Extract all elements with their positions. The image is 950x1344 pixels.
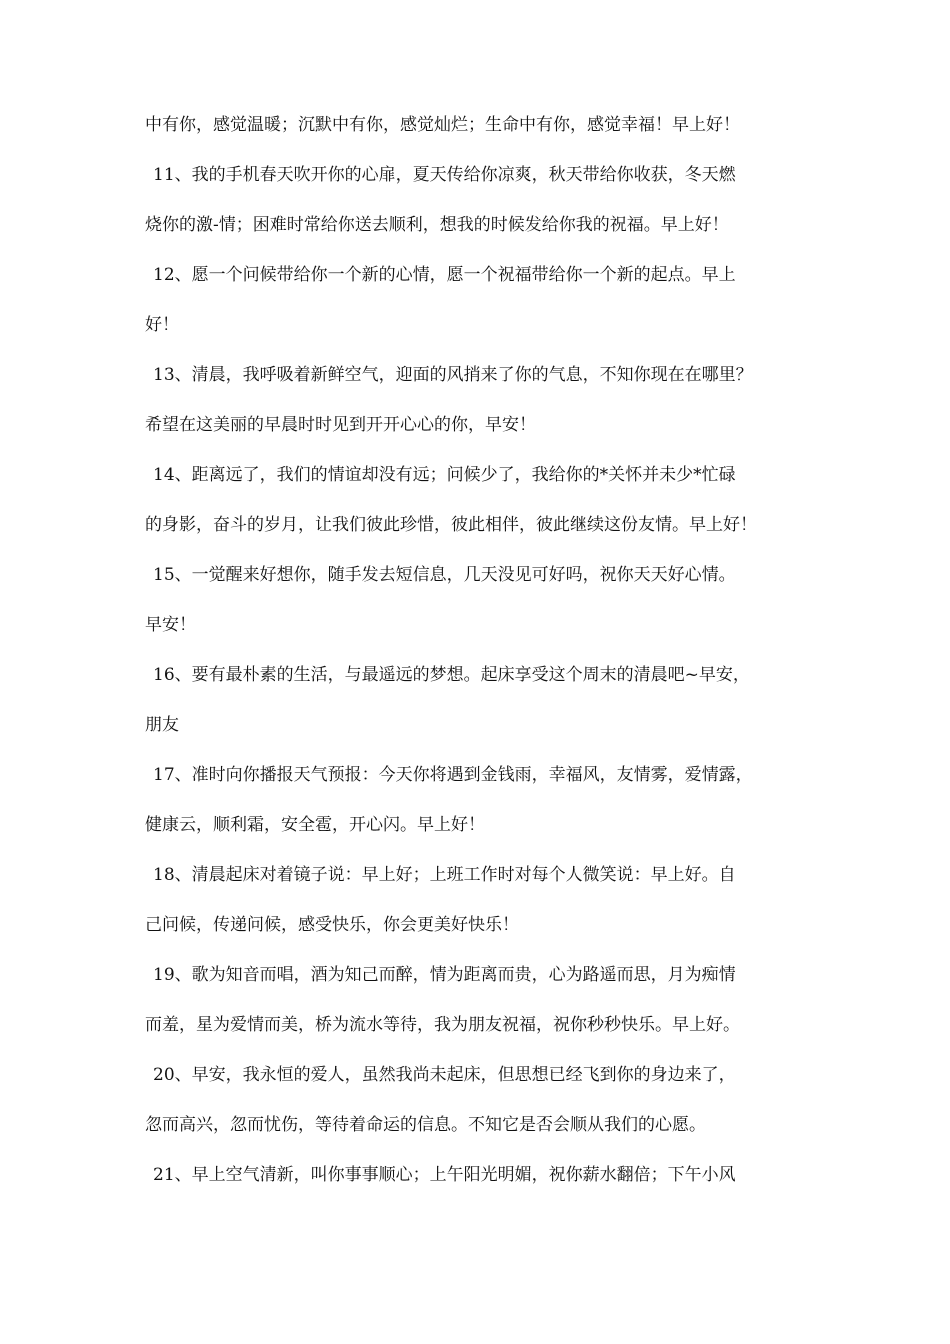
text-line: 18、清晨起床对着镜子说：早上好；上班工作时对每个人微笑说：早上好。自 [153, 865, 736, 885]
text-line: 希望在这美丽的早晨时时见到开开心心的你，早安！ [145, 415, 536, 435]
text-line: 13、清晨，我呼吸着新鲜空气，迎面的风捎来了你的气息，不知你现在在哪里？ [153, 365, 753, 385]
text-line: 的身影，奋斗的岁月，让我们彼此珍惜，彼此相伴，彼此继续这份友情。早上好！ [145, 515, 757, 535]
text-line: 21、早上空气清新，叫你事事顺心；上午阳光明媚，祝你薪水翻倍；下午小风 [153, 1165, 736, 1185]
text-line: 烧你的激-情；困难时常给你送去顺利，想我的时候发给你我的祝福。早上好！ [145, 215, 729, 235]
text-line: 忽而高兴，忽而忧伤，等待着命运的信息。不知它是否会顺从我们的心愿。 [145, 1115, 706, 1135]
text-line: 早安！ [145, 615, 196, 635]
text-line: 12、愿一个问候带给你一个新的心情，愿一个祝福带给你一个新的起点。早上 [153, 265, 736, 285]
text-line: 中有你，感觉温暖；沉默中有你，感觉灿烂；生命中有你，感觉幸福！早上好！ [145, 115, 740, 135]
text-line: 14、距离远了，我们的情谊却没有远；问候少了，我给你的*关怀并未少*忙碌 [153, 465, 736, 485]
document-body [145, 106, 810, 1206]
text-line: 19、歌为知音而唱，酒为知己而醉，情为距离而贵，心为路遥而思，月为痴情 [153, 965, 736, 985]
text-line: 15、一觉醒来好想你，随手发去短信息，几天没见可好吗，祝你天天好心情。 [153, 565, 736, 585]
text-line: 20、早安，我永恒的爱人，虽然我尚未起床，但思想已经飞到你的身边来了， [153, 1065, 736, 1085]
text-line: 11、我的手机春天吹开你的心扉，夏天传给你凉爽，秋天带给你收获，冬天燃 [153, 165, 736, 185]
text-line: 己问候，传递问候，感受快乐，你会更美好快乐！ [145, 915, 519, 935]
text-line: 健康云，顺利霜，安全雹，开心闪。早上好！ [145, 815, 485, 835]
text-line: 朋友 [145, 715, 179, 735]
text-line: 好！ [145, 315, 179, 335]
text-line: 16、要有最朴素的生活，与最遥远的梦想。起床享受这个周末的清晨吧~早安， [153, 665, 750, 685]
text-line: 而羞，星为爱情而美，桥为流水等待，我为朋友祝福，祝你秒秒快乐。早上好。 [145, 1015, 740, 1035]
text-line: 17、准时向你播报天气预报：今天你将遇到金钱雨，幸福风，友情雾，爱情露， [153, 765, 753, 785]
